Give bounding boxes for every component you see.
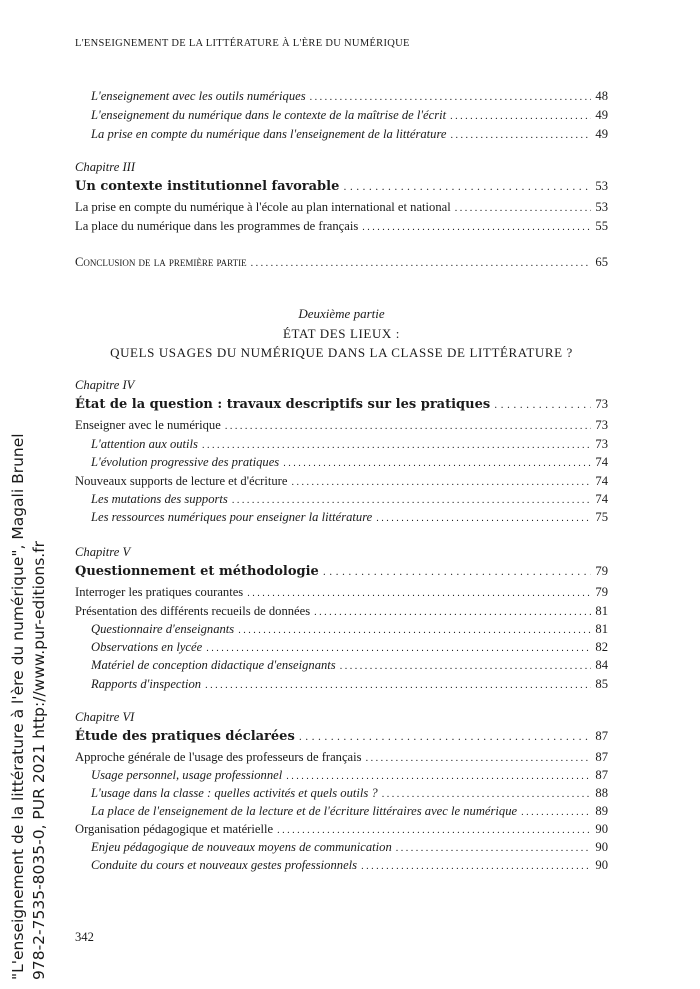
chapter-title: Étude des pratiques déclarées . . . 87 [75,729,608,745]
part-title-line2: QUELS USAGES DU NUMÉRIQUE DANS LA CLASSE DE LITTÉRATURE ? [110,345,573,360]
toc-entry: Les mutations des supports . . . 74 [91,492,608,508]
toc-entry: Présentation des différents recueils de données . . . 81 [75,604,608,620]
page-number: 342 [75,930,94,944]
toc-entry: Observations en lycée . . . 82 [91,640,608,656]
table-of-contents [75,0,608,989]
side-note-line2: 978-2-7535-8035-0, PUR 2021 http://www.pur-editions.fr [30,540,48,980]
chapter-title: État de la question : travaux descriptifs sur les pratiques . . . 73 [75,397,608,413]
toc-entry: Matériel de conception didactique d'enseignants . . . 84 [91,658,608,674]
toc-entry: Rapports d'inspection . . . 85 [91,677,608,693]
toc-entry: Les ressources numériques pour enseigner la littérature . . . 75 [91,510,608,526]
toc-entry: Conduite du cours et nouveaux gestes professionnels . . . 90 [91,858,608,874]
toc-entry: La place du numérique dans les programmes de français . . . 55 [75,219,608,235]
chapter-label: Chapitre III [75,160,136,174]
part-label: Deuxième partie [298,306,385,321]
toc-entry: L'usage dans la classe : quelles activités et quels outils ? . . . 88 [91,786,608,802]
chapter-label: Chapitre V [75,545,131,559]
toc-entry: Nouveaux supports de lecture et d'écriture . . . 74 [75,474,608,490]
chapter-title: Un contexte institutionnel favorable . . . 53 [75,179,608,195]
toc-entry: Enseigner avec le numérique . . . 73 [75,418,608,434]
part-title-line1: ÉTAT DES LIEUX : [282,326,400,341]
toc-entry: Interroger les pratiques courantes . . . 79 [75,585,608,601]
toc-entry: Approche générale de l'usage des professeurs de français . . . 87 [75,750,608,766]
toc-entry: L'évolution progressive des pratiques . . . 74 [91,455,608,471]
toc-entry: L'enseignement avec les outils numériques . . . 48 [91,89,608,105]
toc-entry: Usage personnel, usage professionnel . . . 87 [91,768,608,784]
running-head: L'ENSEIGNEMENT DE LA LITTÉRATURE À L'ÈRE DU NUMÉRIQUE [75,38,410,49]
side-note-line1: "L'enseignement de la littérature à l'ère du numérique", Magali Brunel [9,433,27,980]
side-note [8,0,68,989]
toc-entry: L'enseignement du numérique dans le contexte de la maîtrise de l'écrit . . . 49 [91,108,608,124]
toc-entry: Enjeu pédagogique de nouveaux moyens de communication . . . 90 [91,840,608,856]
conclusion-entry: Conclusion de la première partie . . . 65 [75,255,608,271]
toc-entry: La prise en compte du numérique dans l'enseignement de la littérature . . . 49 [91,127,608,143]
chapter-label: Chapitre VI [75,710,135,724]
chapter-label: Chapitre IV [75,378,135,392]
toc-entry: La prise en compte du numérique à l'école au plan international et national . . . 53 [75,200,608,216]
toc-entry: Organisation pédagogique et matérielle . . . 90 [75,822,608,838]
toc-entry: La place de l'enseignement de la lecture et de l'écriture littéraires avec le numérique . . . 89 [91,804,608,820]
toc-entry: Questionnaire d'enseignants . . . 81 [91,622,608,638]
chapter-title: Questionnement et méthodologie . . . 79 [75,564,608,580]
toc-entry: L'attention aux outils . . . 73 [91,437,608,453]
